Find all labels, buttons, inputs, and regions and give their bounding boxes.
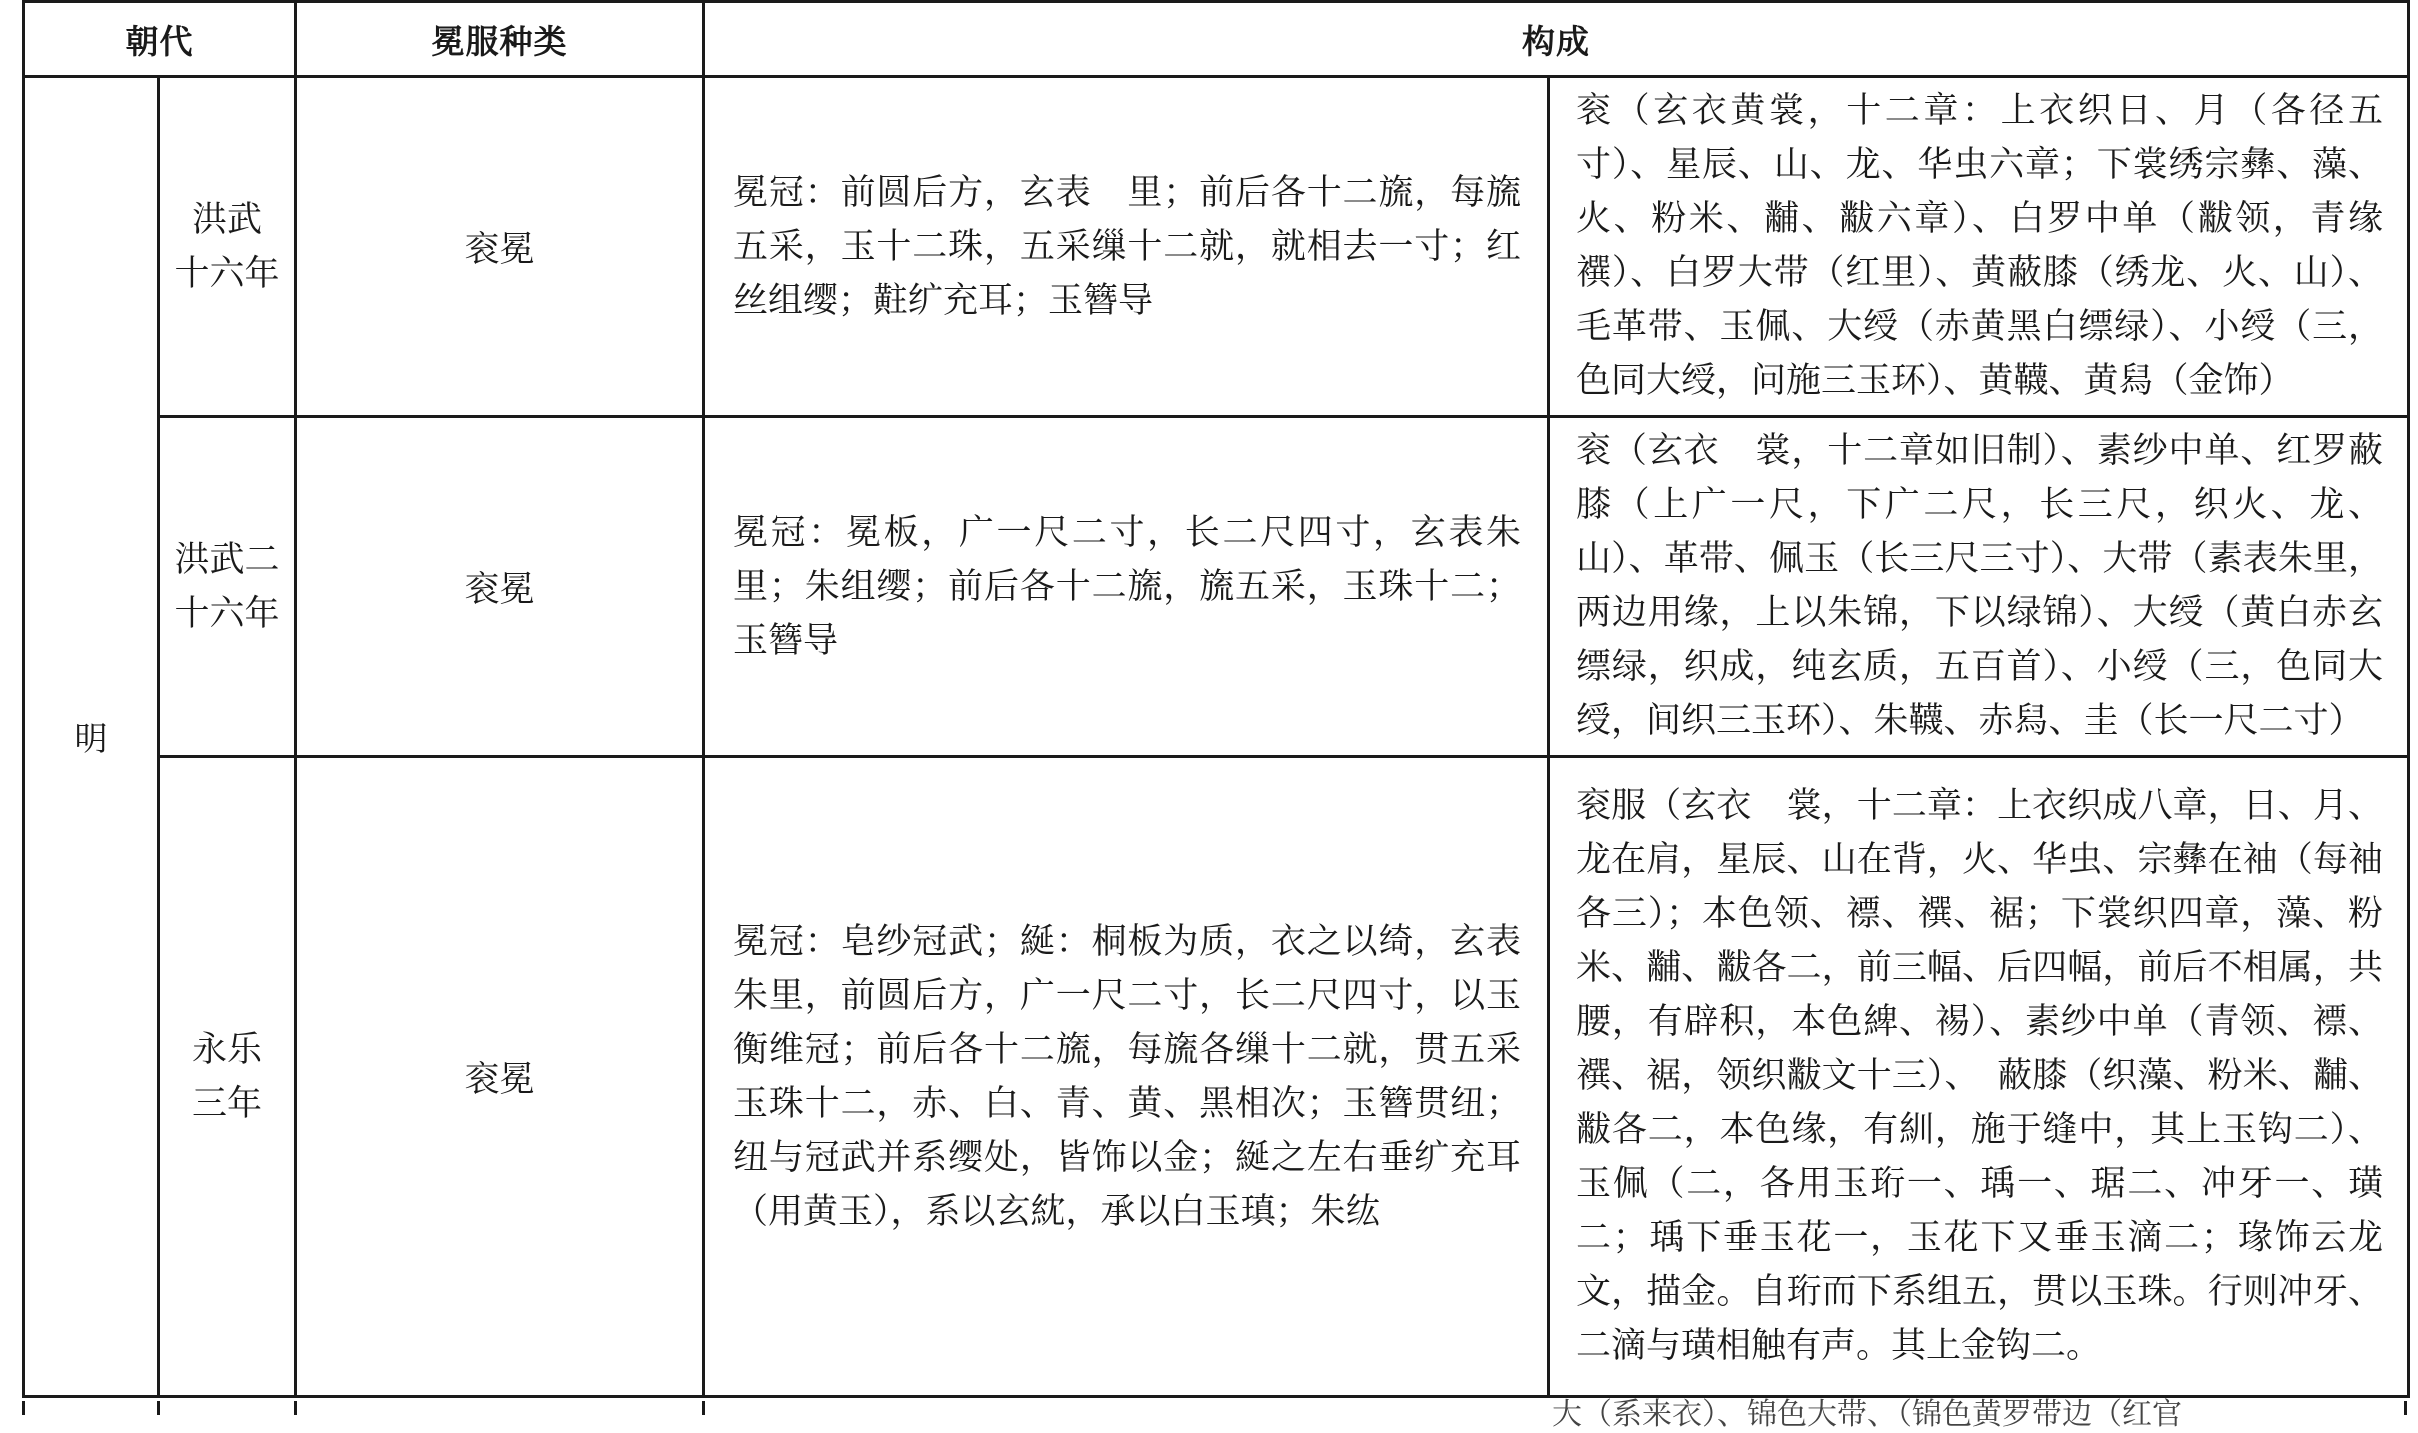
cutoff-border: [294, 1401, 297, 1415]
table-row: [24, 417, 2409, 757]
crown-cell: 冕冠：皂纱冠武；綖：桐板为质，衣之以绮，玄表朱里，前圆后方，广一尺二寸，长二尺四寸，以玉衡维冠；前后各十二旒，每旒各缫十二就，贯五采玉珠十二，赤、白、青、黄、黑相次；玉簪贯纽；纽与冠武并系缨处，皆饰以金；綖之左右垂纩充耳（用黄玉），系以玄紞，承以白玉瑱；朱纮: [704, 757, 1549, 1397]
era-line: 三年: [191, 1083, 262, 1124]
document-page: [22, 0, 2407, 1432]
clothing-cell: 衮服（玄衣 裳，十二章：上衣织成八章，日、月、龙在肩，星辰、山在背，火、华虫、宗彝在袖（每袖各三）；本色领、褾、襈、裾；下裳织四章，藻、粉米、黼、黻各二，前三幅、后四幅，前后不相属，共腰，有辟积，本色綼、裼）、素纱中单（青领、褾、襈、裾，领织黻文十三）、 蔽膝（织藻、粉米、黼、黻各二，本色缘，有紃，施于缝中，其上玉钩二）、玉佩（二，各用玉珩一、瑀一、琚二、冲牙一、璜二；瑀下垂玉花一，玉花下又垂玉滴二；瑑饰云龙文，描金。自珩而下系组五，贯以玉珠。行则冲牙、二滴与璜相触有声。其上金钩二。: [1549, 757, 2409, 1397]
era-line: 洪武: [191, 199, 262, 240]
era-line: 洪武二: [174, 539, 280, 580]
mianfu-table: [22, 0, 2410, 1398]
dynasty-cell: 明: [24, 77, 159, 1397]
era-line: 永乐: [191, 1029, 262, 1070]
kind-cell: 衮冕: [296, 757, 704, 1397]
cutoff-next-row: [22, 1397, 2407, 1432]
table-row: [24, 757, 2409, 1397]
cutoff-border: [2404, 1401, 2407, 1415]
kind-cell: 衮冕: [296, 77, 704, 417]
era-cell: [159, 417, 296, 757]
clothing-cell: 衮（玄衣 裳，十二章如旧制）、素纱中单、红罗蔽膝（上广一尺，下广二尺，长三尺，织火、龙、山）、革带、佩玉（长三尺三寸）、大带（素表朱里，两边用缘，上以朱锦，下以绿锦）、大绶（黄白赤玄缥绿，织成，纯玄质，五百首）、小绶（三，色同大绶，间织三玉环）、朱韈、赤舄、圭（长一尺二寸）: [1549, 417, 2409, 757]
header-dynasty: 朝代: [24, 2, 296, 77]
clothing-cell: 衮（玄衣黄裳，十二章：上衣织日、月（各径五寸）、星辰、山、龙、华虫六章；下裳绣宗彝、藻、火、粉米、黼、黻六章）、白罗中单（黻领，青缘襈）、白罗大带（红里）、黄蔽膝（绣龙、火、山）、毛革带、玉佩、大绶（赤黄黑白缥绿）、小绶（三，色同大绶，问施三玉环）、黄韈、黄舄（金饰）: [1549, 77, 2409, 417]
cutoff-border: [157, 1401, 160, 1415]
cutoff-text: 大（系来衣）、锦色大带、（锦色黄罗带边（红官: [1552, 1397, 2182, 1432]
era-line: 十六年: [174, 593, 280, 634]
cutoff-border: [22, 1401, 25, 1415]
kind-cell: 衮冕: [296, 417, 704, 757]
era-cell: [159, 77, 296, 417]
cutoff-border: [702, 1401, 705, 1415]
table-row: [24, 77, 2409, 417]
crown-cell: 冕冠：前圆后方，玄表 里；前后各十二旒，每旒五采，玉十二珠，五采缫十二就，就相去一寸；红丝组缨；黈纩充耳；玉簪导: [704, 77, 1549, 417]
era-cell: [159, 757, 296, 1397]
crown-cell: 冕冠：冕板，广一尺二寸，长二尺四寸，玄表朱里；朱组缨；前后各十二旒，旒五采，玉珠十二；玉簪导: [704, 417, 1549, 757]
era-line: 十六年: [174, 253, 280, 294]
header-kind: 冕服种类: [296, 2, 704, 77]
header-composition: 构成: [704, 2, 2409, 77]
